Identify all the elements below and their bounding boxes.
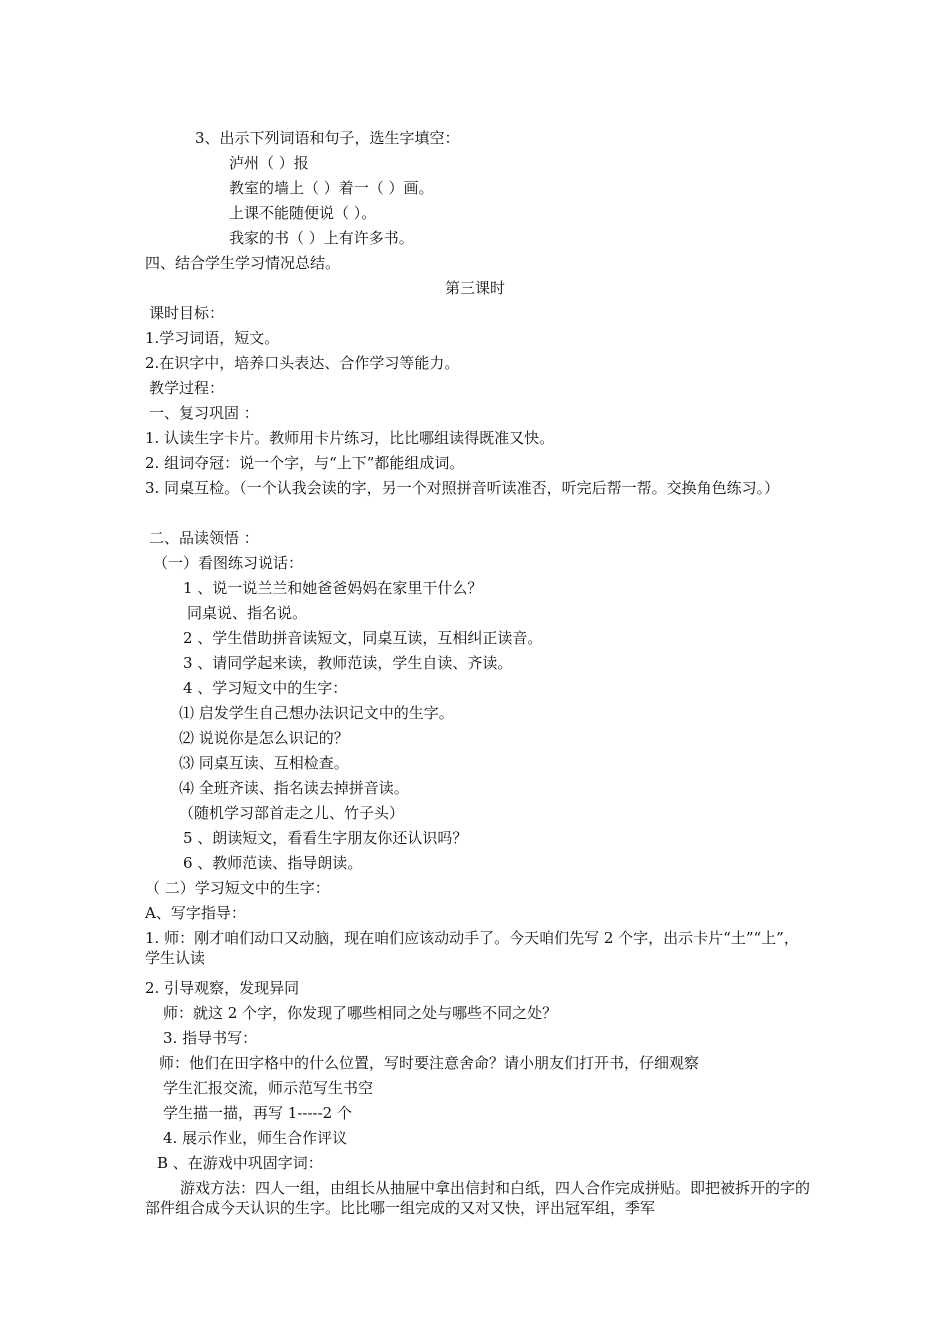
text-line: 4 、学习短文中的生字： bbox=[183, 679, 348, 697]
text-line: 2. 组词夺冠：说一个字，与“上下”都能组成词。 bbox=[145, 454, 465, 472]
text-line: 1 、说一说兰兰和她爸爸妈妈在家里干什么？ bbox=[183, 579, 483, 597]
text-line: 师：他们在田字格中的什么位置，写时要注意舍命？请小朋友们打开书，仔细观察 bbox=[159, 1054, 700, 1072]
text-line: 2 、学生借助拼音读短文，同桌互读，互相纠正读音。 bbox=[183, 629, 543, 647]
text-line: 二、品读领悟 ： bbox=[149, 529, 259, 547]
text-line: 5 、朗读短文，看看生字朋友你还认识吗？ bbox=[183, 829, 468, 847]
section-title: 第三课时 bbox=[444, 279, 505, 297]
text-line: ⑶ 同桌互读、互相检查。 bbox=[179, 754, 349, 772]
text-line: 2.在识字中，培养口头表达、合作学习等能力。 bbox=[145, 354, 460, 372]
text-line: 4. 展示作业，师生合作评议 bbox=[163, 1129, 348, 1147]
text-line: 教学过程： bbox=[149, 379, 225, 397]
text-line: 课时目标： bbox=[149, 304, 225, 322]
text-line: 1.学习词语，短文。 bbox=[145, 329, 280, 347]
text-line: 3. 指导书写： bbox=[163, 1029, 258, 1047]
text-line: A、写字指导： bbox=[145, 904, 246, 922]
text-line: 学生汇报交流，师示范写生书空 bbox=[163, 1079, 374, 1097]
text-line: （ 二）学习短文中的生字： bbox=[145, 879, 330, 897]
text-paragraph: 3. 同桌互检。（一个认我会读的字，另一个对照拼音听读准否，听完后帮一帮。交换角色练习。） bbox=[145, 479, 780, 497]
text-line: 学生描一描，再写 1-----2 个 bbox=[163, 1104, 352, 1122]
text-line: 3 、请同学起来读，教师范读，学生自读、齐读。 bbox=[183, 654, 513, 672]
text-line: 泸州（ ）报 bbox=[229, 154, 309, 172]
text-line: （随机学习部首走之儿、竹子头） bbox=[179, 804, 405, 822]
text-line: 四、结合学生学习情况总结。 bbox=[145, 254, 341, 272]
text-line: ⑷ 全班齐读、指名读去掉拼音读。 bbox=[179, 779, 409, 797]
text-line: ⑴ 启发学生自己想办法识记文中的生字。 bbox=[179, 704, 454, 722]
text-line: 3、出示下列词语和句子，选生字填空： bbox=[195, 129, 460, 147]
text-paragraph: 1. 师：刚才咱们动口又动脑，现在咱们应该动动手了。今天咱们先写 2 个字，出示卡片“土”“上”，学生认读 bbox=[145, 929, 799, 967]
text-line: B 、在游戏中巩固字词： bbox=[157, 1154, 323, 1172]
text-paragraph: 游戏方法：四人一组，由组长从抽屉中拿出信封和白纸，四人合作完成拼贴。即把被拆开的字的部件组合成今天认识的生字。比比哪一组完成的又对又快，评出冠军组，季军 bbox=[145, 1179, 811, 1217]
text-line: 1. 认读生字卡片。教师用卡片练习，比比哪组读得既准又快。 bbox=[145, 429, 555, 447]
text-line: 一、复习巩固 ： bbox=[149, 404, 259, 422]
text-line: 师：就这 2 个字，你发现了哪些相同之处与哪些不同之处？ bbox=[163, 1004, 558, 1022]
text-line: 6 、教师范读、指导朗读。 bbox=[183, 854, 363, 872]
text-line: 同桌说、指名说。 bbox=[187, 604, 308, 622]
text-line: 2. 引导观察，发现异同 bbox=[145, 979, 300, 997]
text-line: 上课不能随便说（ ）。 bbox=[229, 204, 377, 222]
text-line: ⑵ 说说你是怎么识记的？ bbox=[179, 729, 349, 747]
text-line: 教室的墙上（ ）着一（ ）画。 bbox=[229, 179, 434, 197]
text-line: 我家的书（ ）上有许多书。 bbox=[229, 229, 414, 247]
text-line: （一）看图练习说话： bbox=[153, 554, 304, 572]
